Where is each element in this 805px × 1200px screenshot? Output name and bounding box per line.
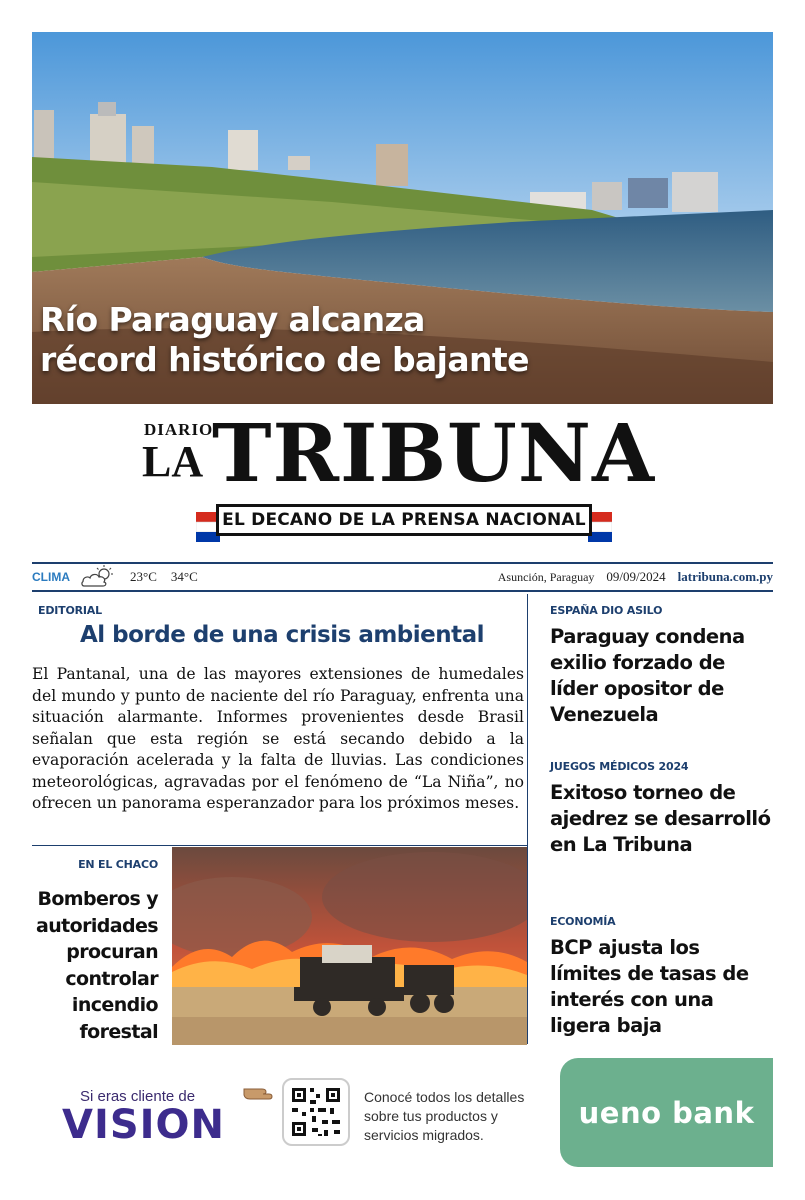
side-story-title[interactable]: BCP ajusta los límites de tasas de interés con una ligera baja bbox=[550, 936, 749, 1037]
temp-min: 23°C bbox=[130, 569, 157, 584]
info-bar bbox=[32, 562, 773, 592]
chaco-story[interactable] bbox=[32, 845, 527, 1045]
masthead-la: LA bbox=[142, 437, 204, 486]
site-link[interactable]: latribuna.com.py bbox=[677, 569, 773, 584]
side-story-2[interactable] bbox=[550, 760, 775, 900]
column-divider bbox=[527, 594, 528, 1044]
masthead-logo[interactable]: TRIBUNA bbox=[212, 406, 656, 500]
hero-headline-line2: récord histórico de bajante bbox=[40, 340, 529, 379]
partly-cloudy-icon bbox=[80, 564, 116, 590]
side-story-title[interactable]: Paraguay condena exilio forzado de líder opositor de Venezuela bbox=[550, 625, 745, 726]
pointing-hand-icon bbox=[242, 1083, 274, 1103]
side-story-kicker: ESPAÑA DIO ASILO bbox=[550, 604, 663, 617]
fire-photo[interactable] bbox=[172, 847, 527, 1045]
clima-label: CLIMA bbox=[32, 570, 70, 584]
forest-fire-illustration bbox=[172, 847, 527, 1045]
side-story-kicker: ECONOMÍA bbox=[550, 915, 616, 928]
slogan-text: EL DECANO DE LA PRENSA NACIONAL bbox=[216, 504, 592, 536]
hero-photo[interactable] bbox=[32, 32, 773, 404]
side-story-1[interactable] bbox=[550, 604, 775, 744]
side-story-title[interactable]: Exitoso torneo de ajedrez se desarrolló en La Tribuna bbox=[550, 781, 771, 856]
temp-max: 34°C bbox=[170, 569, 198, 584]
qr-code[interactable] bbox=[282, 1078, 350, 1146]
hero-headline[interactable] bbox=[40, 300, 760, 380]
side-story-kicker: JUEGOS MÉDICOS 2024 bbox=[550, 760, 689, 773]
masthead-diario: DIARIO bbox=[144, 420, 214, 439]
editorial-kicker: EDITORIAL bbox=[38, 604, 102, 617]
chaco-kicker: EN EL CHACO bbox=[78, 858, 158, 871]
side-story-3[interactable] bbox=[550, 915, 775, 1055]
hero-headline-line1: Río Paraguay alcanza bbox=[40, 300, 425, 339]
location: Asunción, Paraguay bbox=[497, 569, 595, 584]
masthead bbox=[0, 404, 805, 559]
slogan-ribbon bbox=[196, 504, 612, 544]
ad-vision-tagline: Si eras cliente de bbox=[80, 1088, 196, 1105]
chaco-title[interactable]: Bomberos y autoridades procuran controlar incendio forestal bbox=[36, 888, 158, 1043]
ad-text: Conocé todos los detalles sobre tus productos y servicios migrados. bbox=[364, 1089, 525, 1143]
date: 09/09/2024 bbox=[606, 569, 666, 584]
ueno-bank-logo[interactable]: ueno bank bbox=[560, 1058, 773, 1167]
editorial-body: El Pantanal, una de las mayores extensiones de humedales del mundo y punto de naciente del río Paraguay, enfrenta una situación alarmante. Informes provenientes desde Brasil señalan que esta región se está secando debido a la evaporación acelerada y la falta de lluvias. Las condiciones meteorológicas, agravadas por el fenómeno de “La Niña”, no ofrecen un panorama esperanzador para los próximos meses. bbox=[32, 665, 524, 812]
editorial-title[interactable]: Al borde de una crisis ambiental bbox=[79, 622, 485, 648]
qr-code-icon bbox=[284, 1080, 348, 1144]
vision-logo: VISION bbox=[62, 1102, 226, 1148]
